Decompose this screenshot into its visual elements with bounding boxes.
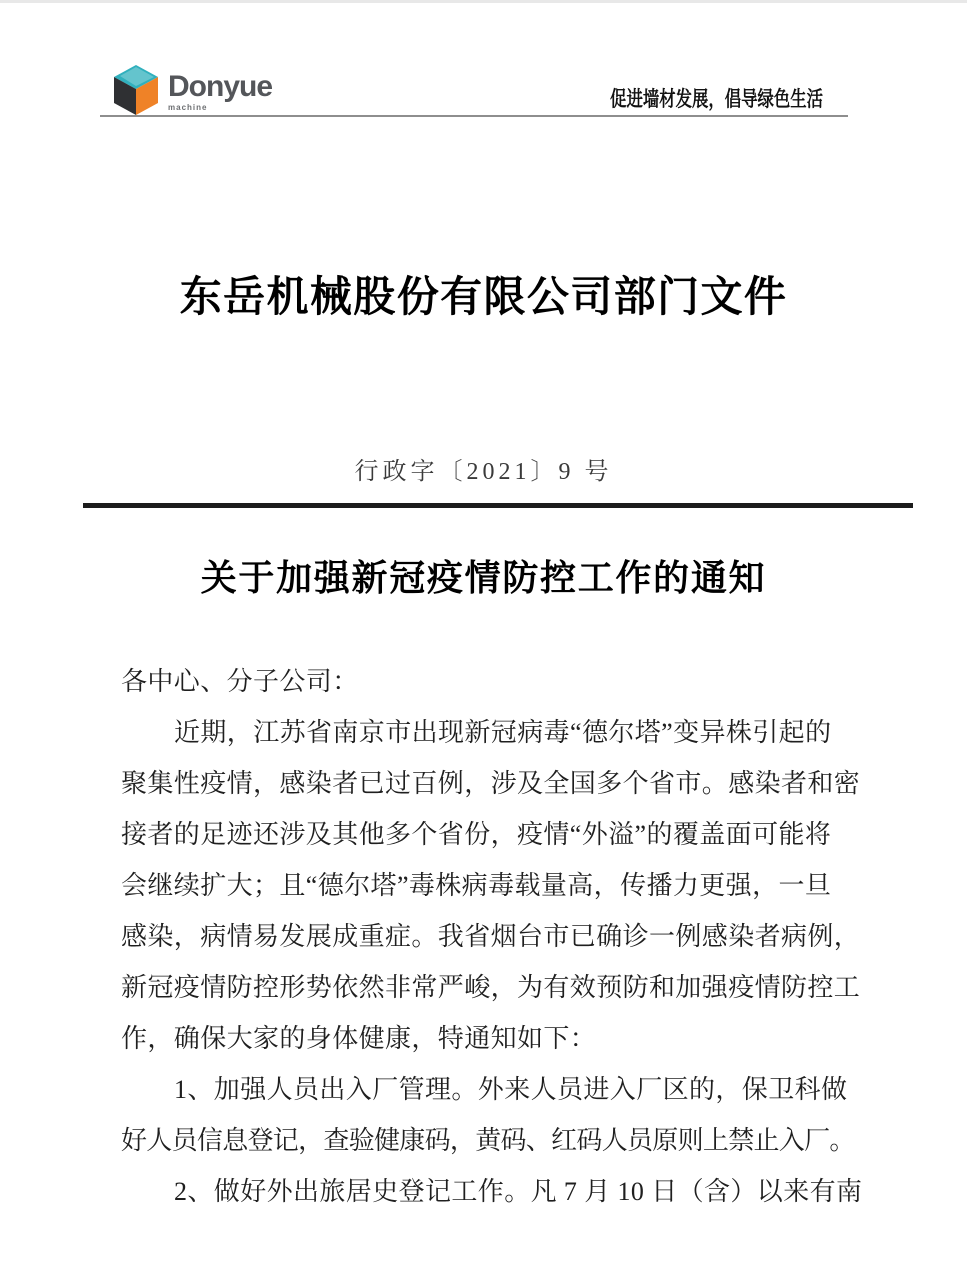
company-logo	[112, 64, 272, 116]
body-line: 1、加强人员出入厂管理。外来人员进入厂区的，保卫科做	[174, 1075, 848, 1104]
cube-logo-icon	[112, 64, 160, 116]
document-body	[121, 656, 861, 1217]
letterhead	[0, 0, 967, 120]
body-line: 感染，病情易发展成重症。我省烟台市已确诊一例感染者病例，	[121, 922, 861, 951]
brand-subtitle: machine	[168, 103, 208, 112]
logo-wordmark	[168, 64, 272, 112]
body-line: 好人员信息登记，查验健康码，黄码、红码人员原则上禁止入厂。	[121, 1126, 855, 1155]
header-divider	[100, 115, 848, 117]
title-divider-rule	[83, 503, 913, 508]
body-line: 会继续扩大；且“德尔塔”毒株病毒载量高，传播力更强，一旦	[121, 871, 832, 900]
document-number: 行政字〔2021〕9 号	[354, 459, 613, 485]
body-line: 接者的足迹还涉及其他多个省份，疫情“外溢”的覆盖面可能将	[121, 820, 832, 849]
body-line: 聚集性疫情，感染者已过百例，涉及全国多个省市。感染者和密	[121, 769, 861, 798]
body-line: 各中心、分子公司：	[121, 667, 359, 696]
notice-title: 关于加强新冠疫情防控工作的通知	[200, 558, 767, 598]
company-slogan: 促进墙材发展，倡导绿色生活	[610, 88, 823, 111]
body-line: 作，确保大家的身体健康，特通知如下：	[121, 1024, 597, 1053]
brand-name: Donyue	[168, 70, 273, 103]
body-line: 2、做好外出旅居史登记工作。凡 7 月 10 日（含）以来有南	[174, 1177, 863, 1206]
body-line: 近期，江苏省南京市出现新冠病毒“德尔塔”变异株引起的	[174, 718, 832, 747]
body-line: 新冠疫情防控形势依然非常严峻，为有效预防和加强疫情防控工	[121, 973, 861, 1002]
document-org-title: 东岳机械股份有限公司部门文件	[179, 275, 788, 321]
